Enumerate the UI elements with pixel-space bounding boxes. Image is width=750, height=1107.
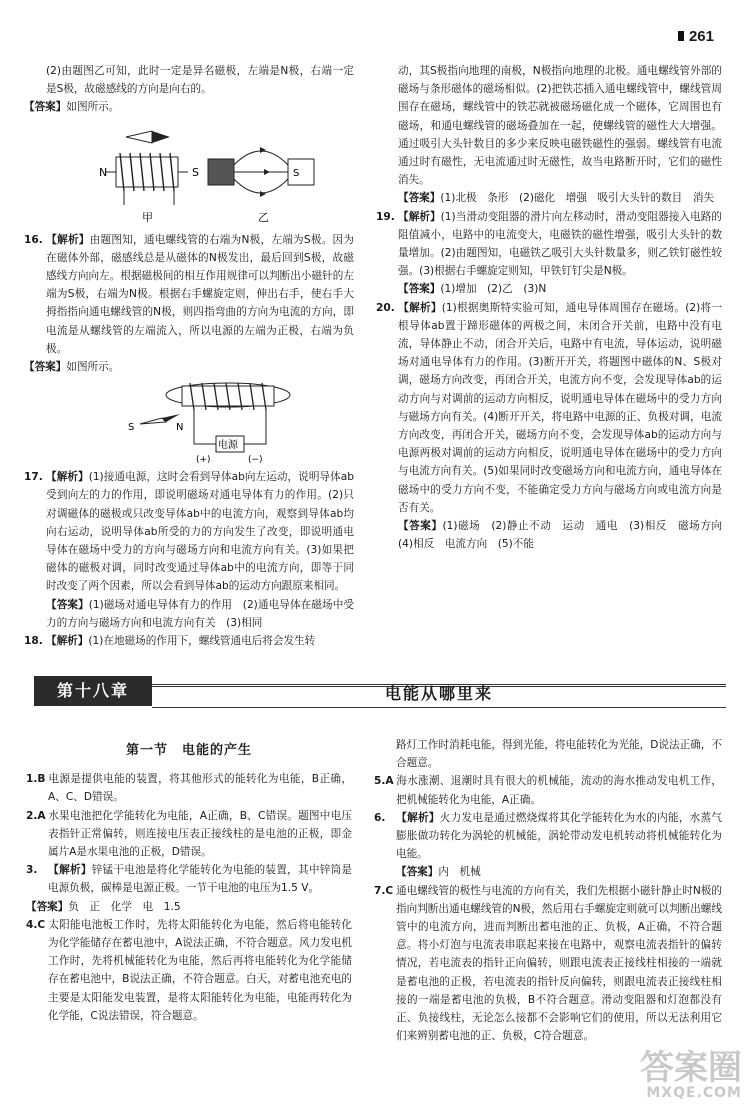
- q18-continued: 动，其S极指向地理的南极，N极指向地理的北极。通电螺线管外部的磁场与条形磁体的磁场相似。(2)把铁芯插入通电螺线管中，螺线管周围存在磁场，螺线管中的铁芯就被磁场磁化成一个磁体，它周围也有磁场，和通电螺线管的磁场叠加在一起，使螺线管的磁性大大增强。通过吸引大头针数目的多少来反映电磁铁磁性的强弱。螺线管有电流通过时有磁性，无电流通过时无磁性，故当电路断开时，它们的磁性消失。: [398, 65, 722, 187]
- label-s-yi: S: [293, 167, 300, 179]
- figure-solenoid-power-svg: [24, 378, 344, 464]
- power-label: 电源: [218, 440, 238, 452]
- minus-label: (−): [248, 455, 263, 465]
- compass-needle-n: [152, 131, 170, 143]
- q5: 5.A 海水涨潮、退潮时具有很大的机械能，流动的海水推动发电机工作，把机械能转化为电能，A正确。: [374, 775, 722, 806]
- watermark: [640, 1048, 742, 1101]
- magnet-left: [208, 159, 234, 185]
- q6-analysis: 6. 【解析】火力发电是通过燃烧煤将其化学能转化为水的内能，水蒸气膨胀做功转化为涡轮的机械能，涡轮带动发电机转动将机械能转化为电能。: [374, 811, 723, 861]
- q17-analysis: 17. 【解析】(1)接通电源，这时会看到导体ab向左运动，说明导体ab受到向左的力的作用，即说明磁场对通电导体有力的作用。(2)只对调磁体的磁极或只改变导体ab中的电流方向，观察到导体ab均向右运动，说明导体ab所受的力的方向发生了改变，即说明通电导体在磁场中受力的方向与磁场方向和电流方向有关。(3)如果把磁体的磁极对调，同时改变通过导体ab中的电流方向，即等于同时改变了两个因素，所以会看到导体ab的运动方向跟原来相同。: [24, 471, 355, 593]
- q2: 2.A 水果电池把化学能转化为电能，A正确，B、C错误。题图中电压表指针正常偏转，则连接电压表正接线柱的是电池的正极，即金属片A是水果电池的正极，D错误。: [26, 809, 352, 859]
- right-column-top: [376, 62, 733, 553]
- label-s-jia: S: [192, 165, 199, 179]
- plus-label: (+): [196, 455, 211, 465]
- label-n-jia: N: [99, 165, 108, 179]
- field-line-bottom: [234, 179, 288, 193]
- q19-analysis: 19. 【解析】(1)当滑动变阻器的滑片向左移动时，滑动变阻器接入电路的阻值减小，电路中的电流变大，电磁铁的磁性增强，吸引大头针的数量增加。(2)由题图知，电磁铁乙吸引大头针数量多，则乙铁钉磁性较强。(3)根据右手螺旋定则知，甲铁钉钉尖是N极。: [376, 210, 722, 278]
- solenoid-jia-core: [116, 157, 178, 187]
- magnet-right: [288, 159, 314, 185]
- figure-solenoid-jia-yi: [24, 119, 354, 227]
- page-number-text: 261: [688, 28, 714, 45]
- caption-jia: 甲: [142, 210, 153, 224]
- q16-analysis: 16. 【解析】由题图知，通电螺线管的右端为N极，左端为S极。因为在磁体外部，磁感线总是从磁体的N极发出，最后回到S极，故磁感线方向向左。根据磁极间的相互作用规律可以判断出小磁针的左端为S极，右端为N极。根据右手螺旋定则，伸出右手，使右手大拇指指向通电螺线管的N极，则四指弯曲的方向为电流的方向，即电流是从螺线管的左端流入，所以电源的左端为正极，右端为负极。: [24, 233, 354, 355]
- caption-yi: 乙: [258, 210, 269, 224]
- watermark-url: MXQE.COM: [646, 1085, 742, 1101]
- figure-solenoid-power: [24, 378, 354, 464]
- q20-answer: 【答案】(1)磁场 (2)静止不动 运动 通电 (3)相反 磁场方向 (4)相反 电流方向 (5)不能: [398, 520, 733, 551]
- q3-answer: 【答案】负 正 化学 电 1.5: [26, 900, 181, 913]
- needle-s: [140, 418, 166, 424]
- figure-solenoid-svg: [24, 119, 344, 227]
- watermark-logo: 答案圈: [640, 1048, 742, 1088]
- left-column-top: [24, 62, 354, 650]
- q18-answer: 【答案】(1)北极 条形 (2)磁化 增强 吸引大头针的数目 消失: [398, 192, 715, 205]
- marker-icon: [678, 31, 684, 41]
- q3-analysis: 3. 【解析】锌锰干电池是将化学能转化为电能的装置，其中锌筒是电源负极，碳棒是电源正极。一节干电池的电压为1.5 V。: [26, 864, 353, 895]
- solenoid-jia-coils: [120, 153, 174, 191]
- chapter-label: 第十八章: [34, 676, 152, 706]
- chapter-banner: [26, 676, 726, 710]
- compass-needle-s: [126, 131, 152, 143]
- q7: 7.C 通电螺线管的极性与电流的方向有关，我们先根据小磁针静止时N极的指向判断出通电螺线管的N极，然后用右手螺旋定则就可以判断出螺线管中的电流方向，进而判断出蓄电池的正、负极，A正确，不符合题意。将小灯泡与电流表串联起来接在电路中，观察电流表指针的偏转情况，若电流表的指针正向偏转，则跟电流表正接线柱相接的一端就是蓄电池的正极，若电流表的指针反向偏转，则跟电流表正接线柱相接的一端是蓄电池的负极，B不符合题意。滑动变阻器和灯泡都没有正、负接线柱，无论怎么接都不会影响它们的使用，所以无法利用它们来辨别蓄电池的正、负极，C符合题意。: [374, 884, 722, 1043]
- chapter-title: 电能从哪里来: [384, 684, 493, 703]
- q15-part2: (2)由题图乙可知，此时一定是异名磁极，左端是N极，右端一定是S极，故磁感线的方向是向右的。: [46, 65, 354, 96]
- needle-n-label: N: [176, 422, 184, 434]
- page-number: [678, 28, 714, 45]
- q15-answer: 【答案】如图所示。: [24, 101, 120, 114]
- section-title: 第一节 电能的产生: [125, 743, 252, 758]
- q20-analysis: 20. 【解析】(1)根据奥斯特实验可知，通电导体周围存在磁场。(2)将一根导体ab置于蹄形磁体的两极之间，未闭合开关前，电路中没有电流，导体静止不动，闭合开关后，电路中有电流，导体运动，说明磁场对通电导体有力的作用。(3)断开开关，将题图中磁体的N、S极对调，磁场方向改变，再闭合开关，电流方向不变，会发现导体ab的运动方向与对调前的运动方向相反，说明通电导体在磁场中的受力方向与磁场方向有关。(4)断开开关，将电路中电源的正、负极对调，电流方向改变，再闭合开关，磁场方向不变，会发现导体ab的运动方向与电源两极对调前的运动方向相反，说明通电导体在磁场中的受力方向与电流方向有关。(5)如果同时改变磁场方向和电流方向，通电导体在磁场中的受力方向不变，不能确定受力方向与磁场方向或电流方向是否有关。: [376, 301, 722, 514]
- q17-answer: 【答案】(1)磁场对通电导体有力的作用 (2)通电导体在磁场中受力的方向与磁场方向和电流方向有关 (3)相同: [46, 598, 355, 629]
- needle-s-label: S: [128, 422, 135, 434]
- q18-analysis: 18. 【解析】(1)在地磁场的作用下，螺线管通电后将会发生转: [24, 635, 316, 648]
- field-line-top: [234, 151, 288, 165]
- right-column-bottom: [374, 736, 722, 1045]
- q16-answer: 【答案】如图所示。: [24, 361, 120, 374]
- q19-answer: 【答案】(1)增加 (2)乙 (3)N: [398, 283, 547, 296]
- left-column-bottom: [26, 722, 352, 1025]
- q4: 4.C 太阳能电池板工作时，先将太阳能转化为电能，然后将电能转化为化学能储存在蓄电池中，A说法正确，不符合题意。风力发电机工作时，先将机械能转化为电能，然后再将电能转化为化学能储存在蓄电池中，B说法正确，不符合题意。白天，对蓄电池充电的主要是太阳能发电装置，是将太阳能转化为电能，电能再转化为化学能，C说法错误，符合题意。: [26, 918, 352, 1022]
- q6-answer: 【答案】内 机械: [396, 866, 481, 879]
- q1: 1.B 电源是提供电能的装置，将其他形式的能转化为电能，B正确，A、C、D错误。: [26, 773, 352, 804]
- q4-continued: 路灯工作时消耗电能，得到光能，将电能转化为光能，D说法正确，不合题意。: [396, 739, 722, 770]
